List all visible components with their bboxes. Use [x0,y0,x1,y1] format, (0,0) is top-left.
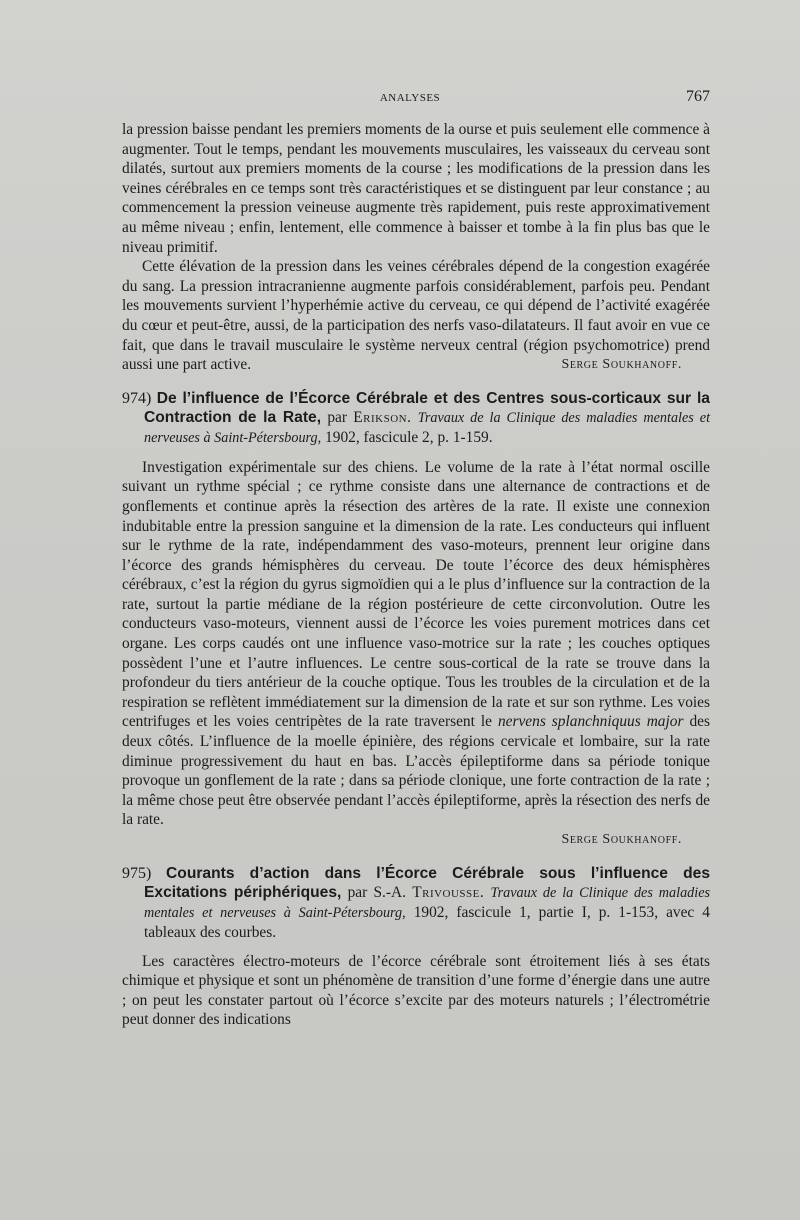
entry-975-by: par S.-A. [347,883,406,901]
entry-975-title: Courants d’action dans l’Écorce Cérébrale sous l’influence des Excitations périphériques, [144,864,710,901]
entry-974-italic-term: nervens splanchniquus major [497,713,684,731]
entry-974-heading [122,389,710,448]
entry-974-abstract [122,458,710,830]
paragraph-congestion [122,257,710,375]
entry-974-number: 974) [122,389,152,407]
entry-975-source: Travaux de la Clinique des maladies mentales et nerveuses à Saint-Pétersbourg, [144,884,711,921]
signature-soukhanoff-1: Serge Soukhanoff. [561,357,682,373]
entry-974-author: Erikson. [353,408,412,426]
entry-975-number: 975) [122,864,152,882]
entry-974-text-b: des deux côtés. L’influence de la moelle épinière, des régions cervicale et lombaire, sur la rate diminue progressivement du haut en bas. L’accès épileptiforme dans sa période tonique provoque un gonflement de la rate ; dans sa période clonique, une forte contraction de la rate ; la même chose peut être observée pendant l’accès épileptiforme, après la résection des nerfs de la rate. [122,713,710,829]
entry-974-details: 1902, fascicule 2, p. 1-159. [325,428,493,446]
page-number: 767 [686,88,710,105]
entry-974-text-a: Investigation expérimentale sur des chiens. Le volume de la rate à l’état normal oscille suivant un rythme spécial ; ce rythme consiste dans une alternance de contractions et de gonflements et continue après la résection des artères de la rate. Il existe une connexion indubitable entre la pression sanguine et la dimension de la rate. Les conducteurs qui influent sur le rythme de la rate, indépendamment des vaso-moteurs, prennent leur origine dans l’écorce des grands hémisphères du cerveau. De toute l’écorce des deux hémisphères cérébraux, c’est la région du gyrus sigmoïdien qui a le plus d’influence sur la contraction de la rate, surtout la partie médiane de la région postérieure de cette circonvolution. Outre les conducteurs vaso-moteurs, viennent aussi de l’écorce les voies purement motrices dans cet organe. Les corps caudés ont une influence vaso-motrice sur la rate ; les couches optiques possèdent l’une et l’autre influences. Le centre sous-cortical de la rate se trouve dans la profondeur du tiers antérieur de la couche optique. Tous les troubles de la circulation et de la respiration se reflètent immédiatement sur la dimension de la rate et sur son rythme. Les voies centrifuges et les voies centripètes de la rate traversent le [122,458,710,731]
entry-974-by: par [327,408,347,426]
paragraph-continuation: la pression baisse pendant les premiers moments de la ourse et puis seulement elle commence à augmenter. Tout le temps, pendant les mouvements musculaires, les vaisseaux du cerveau sont dilatés, surtout aux premiers moments de la course ; les modifications de la pression dans les veines cérébrales en ce temps sont très caractéristiques et se distinguent par leur constance ; au commencement la pression veineuse augmente très rapidement, puis reste approximativement au même niveau ; enfin, lentement, elle commence à baisser et tombe à la fin plus bas que le niveau primitif. [122,121,710,256]
running-head: ANALYSES [379,92,441,104]
entry-975-details: 1902, fascicule 1, partie I, p. 1-153, avec 4 tableaux des courbes. [144,903,710,941]
entry-975-abstract: Les caractères électro-moteurs de l’écorce cérébrale sont étroitement liés à ses états chimique et physique et sont un phénomène de transition d’une forme d’énergie dans une autre ; on peut les constater partout où l’écorce s’excite par des moteurs naturels ; l’électrométrie peut donner des indications [122,952,710,1029]
entry-974 [122,389,710,850]
entry-974-source: Travaux de la Clinique des maladies mentales et nerveuses à Saint-Pétersbourg, [144,409,711,446]
entry-974-title: De l’influence de l’Écorce Cérébrale et des Centres sous-corticaux sur la Contraction de la Rate, [144,389,710,426]
signature-soukhanoff-2: Serge Soukhanoff. [561,832,682,847]
page-header [110,88,710,108]
page-body [122,120,710,1030]
paragraph-congestion-text: Cette élévation de la pression dans les veines cérébrales dépend de la congestion exagérée du sang. La pression intracranienne augmente parfois considérablement, parfois peu. Pendant les mouvements survient l’hyperhémie active du cerveau, ce qui dépend de l’activité exagérée du cœur et peut-être, aussi, de la participation des nerfs vaso-dilatateurs. Il faut avoir en vue ce fait, que dans le travail musculaire le système nerveux central (région psychomotrice) prend aussi une part active. [122,258,710,374]
entry-975-heading [122,864,710,942]
entry-975-author: Trivousse. [412,883,485,901]
entry-975 [122,864,710,1030]
